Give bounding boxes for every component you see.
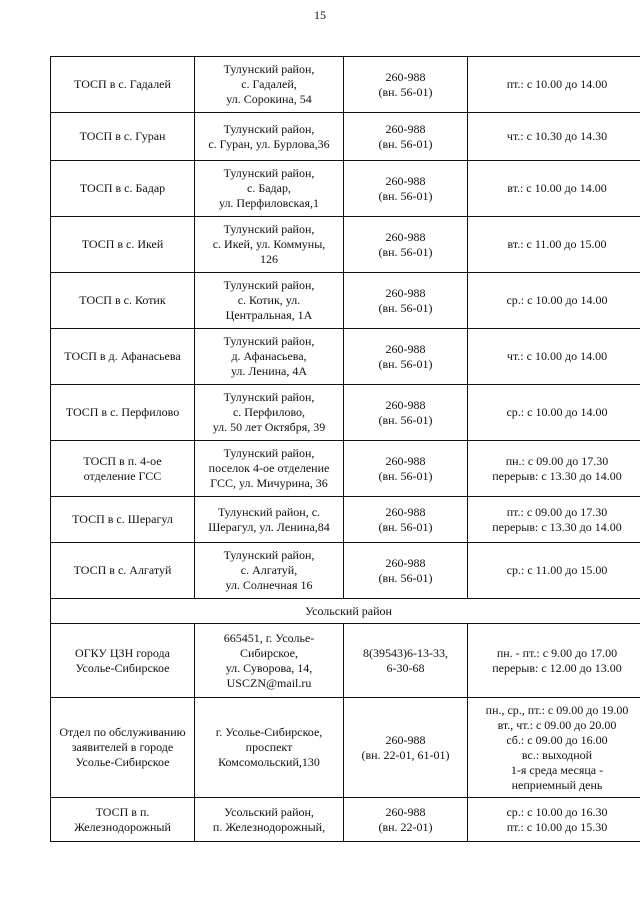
table-row [51,798,640,842]
office-address: Тулунский район, с. Шерагул, ул. Ленина,84 [208,504,330,534]
table-row [51,441,640,497]
table-row [51,113,640,161]
office-hours: ср.: с 10.00 до 14.00 [506,405,608,419]
office-address: Тулунский район, с. Бадар, ул. Перфиловская,1 [218,166,320,210]
office-phone: 260-988 (вн. 56-01) [378,504,433,534]
table-row [51,543,640,599]
office-address: Тулунский район, с. Гуран, ул. Бурлова,36 [208,121,330,151]
office-address: Тулунский район, д. Афанасьева, ул. Ленина, 4А [223,334,315,378]
office-name: Отдел по обслуживанию заявителей в городе Усолье-Сибирское [59,725,186,769]
office-hours: чт.: с 10.00 до 14.00 [506,349,608,363]
table-row [51,273,640,329]
office-phone: 260-988 (вн. 56-01) [378,285,433,315]
office-phone: 260-988 (вн. 56-01) [378,69,433,99]
office-address: Тулунский район, с. Алгатуй, ул. Солнечная 16 [223,548,315,592]
office-hours: ср.: с 10.00 до 16.30 пт.: с 10.00 до 15.30 [506,804,608,834]
office-phone: 260-988 (вн. 56-01) [378,453,433,483]
office-hours: ср.: с 11.00 до 15.00 [506,563,608,577]
table-row [51,698,640,798]
office-address: Тулунский район, с. Гадалей, ул. Сорокина, 54 [223,62,315,106]
office-hours: ср.: с 10.00 до 14.00 [506,293,608,307]
office-hours: пт.: с 10.00 до 14.00 [506,77,608,91]
office-name: ТОСП в с. Гадалей [74,77,171,91]
office-hours: пн., ср., пт.: с 09.00 до 19.00 вт., чт.: с 09.00 до 20.00 сб.: с 09.00 до 16.00 вс.: выходной 1-я среда месяца - неприемный день [485,702,629,792]
office-phone: 8(39543)6-13-33, 6-30-68 [363,645,448,675]
office-name: ТОСП в п. Железнодорожный [74,804,171,834]
office-address: г. Усолье-Сибирское, проспект Комсомольский,130 [215,725,323,769]
section-title: Усольский район [51,599,640,624]
office-address: Тулунский район, с. Икей, ул. Коммуны, 126 [212,222,326,266]
table-row [51,161,640,217]
table-row [51,385,640,441]
section-header-row [51,599,640,624]
table-row [51,497,640,543]
office-phone: 260-988 (вн. 56-01) [378,341,433,371]
office-phone: 260-988 (вн. 56-01) [378,121,433,151]
offices-table [50,56,640,842]
table-row [51,217,640,273]
office-address: Усольский район, п. Железнодорожный, [212,804,326,834]
office-name: ТОСП в с. Перфилово [65,405,180,419]
office-address: Тулунский район, с. Перфилово, ул. 50 лет Октября, 39 [212,390,326,434]
office-hours: чт.: с 10.30 до 14.30 [506,129,608,143]
office-phone: 260-988 (вн. 56-01) [378,173,433,203]
office-address: Тулунский район, с. Котик, ул. Центральная, 1А [223,278,315,322]
office-name: ТОСП в с. Бадар [79,181,166,195]
office-phone: 260-988 (вн. 56-01) [378,229,433,259]
table-row [51,329,640,385]
office-phone: 260-988 (вн. 22-01) [378,804,433,834]
office-address: 665451, г. Усолье- Сибирское, ул. Суворова, 14, USCZN@mail.ru [223,630,315,690]
office-phone: 260-988 (вн. 56-01) [378,555,433,585]
office-name: ТОСП в с. Котик [79,293,166,307]
office-hours: пн.: с 09.00 до 17.30 перерыв: с 13.30 до 14.00 [492,453,622,483]
office-name: ТОСП в с. Гуран [79,129,166,143]
office-hours: пт.: с 09.00 до 17.30 перерыв: с 13.30 до 14.00 [492,504,622,534]
office-name: ТОСП в д. Афанасьева [64,349,181,363]
table-row [51,57,640,113]
office-name: ОГКУ ЦЗН города Усолье-Сибирское [75,645,170,675]
office-name: ТОСП в с. Икей [81,237,164,251]
office-name: ТОСП в с. Алгатуй [73,563,172,577]
office-address: Тулунский район, поселок 4-ое отделение ГСС, ул. Мичурина, 36 [208,446,330,490]
office-phone: 260-988 (вн. 22-01, 61-01) [361,732,450,762]
office-hours: вт.: с 11.00 до 15.00 [507,237,607,251]
office-hours: пн. - пт.: с 9.00 до 17.00 перерыв: с 12.00 до 13.00 [492,645,622,675]
office-name: ТОСП в с. Шерагул [72,512,173,526]
table-row [51,624,640,698]
office-phone: 260-988 (вн. 56-01) [378,397,433,427]
office-hours: вт.: с 10.00 до 14.00 [507,181,607,195]
office-name: ТОСП в п. 4-ое отделение ГСС [83,453,162,483]
page-number: 15 [314,8,326,22]
